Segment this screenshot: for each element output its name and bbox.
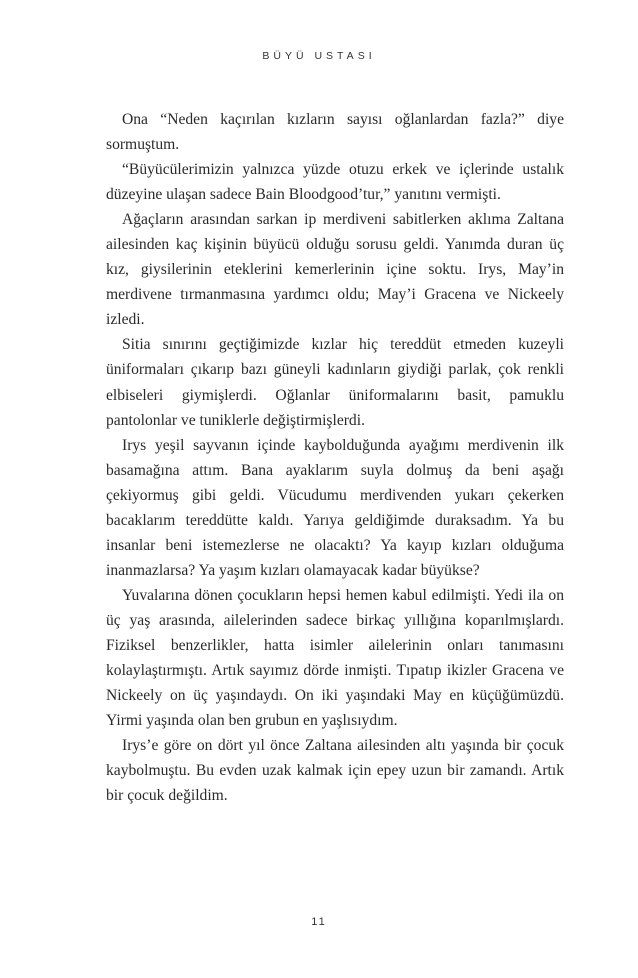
body-text (106, 107, 564, 808)
paragraph-3: Ağaçların arasından sarkan ip merdiveni sabitlerken aklıma Zaltana ailesinden kaç kişinin büyücü olduğu sorusu geldi. Yanımda duran üç kız, giysilerinin eteklerini kemerlerinin içine soktu. Irys, May’in merdivene tırmanmasına yardımcı oldu; May’i Gracena ve Nickeely izledi. (106, 211, 564, 329)
paragraph-6: Yuvalarına dönen çocukların hepsi hemen kabul edilmişti. Yedi ila on üç yaş arasında, ailelerinden sadece birkaç yıllığına koparılmışlardı. Fiziksel benzerlikler, hatta isimler ailelerinin onları tanımasını kolaylaştırmıştı. Artık sayımız dörde inmişti. Tıpatıp ikizler Gracena ve Nickeely on üç yaşındaydı. On iki yaşındaki May en küçüğümüzdü. Yirmi yaşında olan ben grubun en yaşlısıydım. (106, 586, 564, 730)
paragraph-1: Ona “Neden kaçırılan kızların sayısı oğlanlardan fazla?” diye sormuştum. (106, 111, 564, 154)
paragraph-5: Irys yeşil sayvanın içinde kaybolduğunda ayağımı merdivenin ilk basamağına attım. Bana ayaklarım suyla dolmuş da beni aşağı çekiyormuş gibi geldi. Vücudumu merdivenden yukarı çekerken bacaklarım tereddütte kaldı. Yarıya geldiğimde duraksadım. Ya bu insanlar beni istemezlerse ne olacaktı? Ya kayıp kızları olduğuma inanmazlarsa? Ya yaşım kızları olamayacak kadar büyükse? (106, 436, 564, 579)
paragraph-4: Sitia sınırını geçtiğimizde kızlar hiç tereddüt etmeden kuzeyli üniformaları çıkarıp bazı güneyli kadınların giydiği parlak, çok renkli elbiseleri giymişlerdi. Oğlanlar üniformalarını basit, pamuklu pantolonlar ve tuniklerle değiştirmişlerdi. (106, 336, 564, 429)
running-head-title: BÜYÜ USTASI (262, 50, 376, 62)
paragraph-7: Irys’e göre on dört yıl önce Zaltana ailesinden altı yaşında bir çocuk kaybolmuştu. Bu evden uzak kalmak için epey uzun bir zamandı. Artık bir çocuk değildim. (106, 737, 564, 805)
paragraph-2: “Büyücülerimizin yalnızca yüzde otuzu erkek ve içlerinde ustalık düzeyine ulaşan sadece Bain Bloodgood’tur,” yanıtını vermişti. (106, 161, 564, 204)
page-number: 11 (311, 916, 327, 928)
